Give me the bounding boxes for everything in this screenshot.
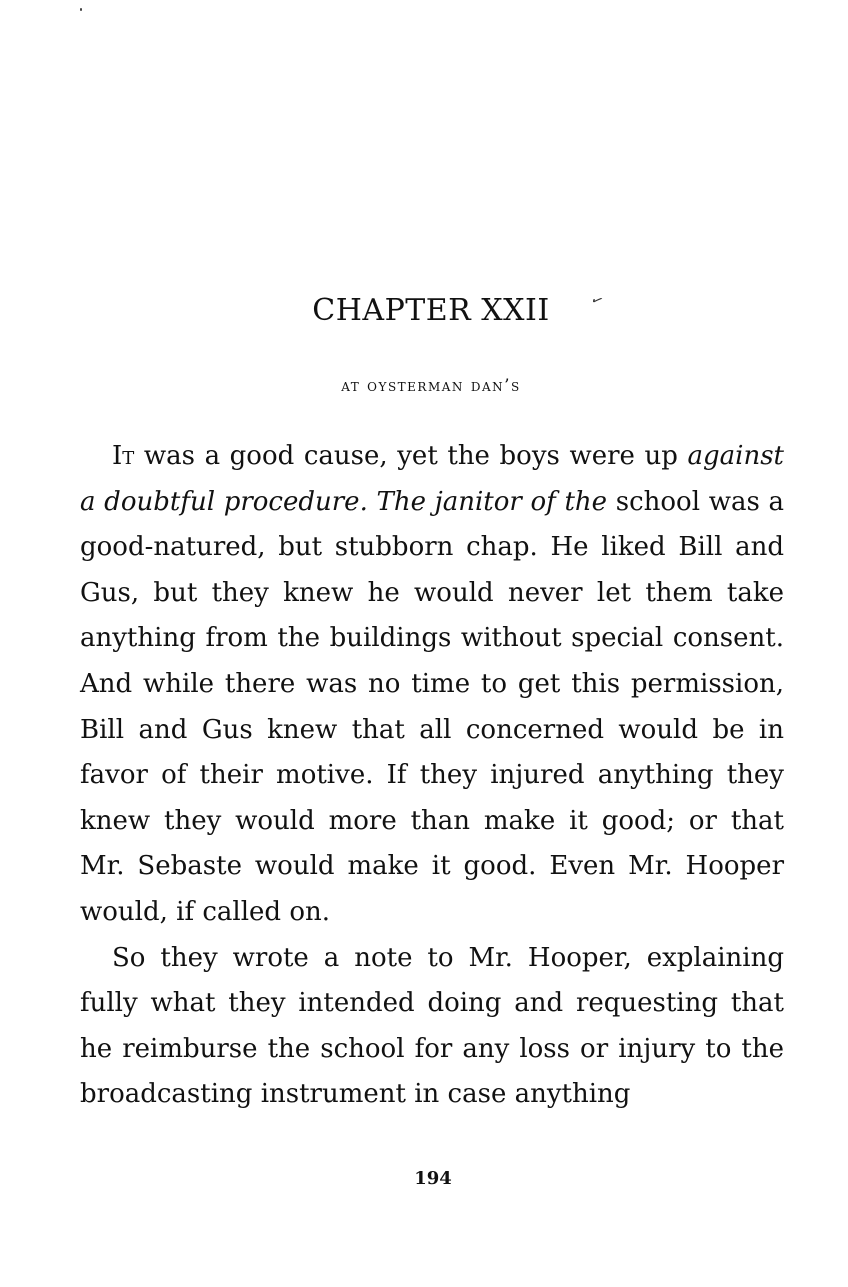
chapter-subtitle: at oysterman dan’s [341,376,521,396]
paragraph-1-text-a: was a good cause, yet the boys were up [134,441,688,471]
paragraph-1-text-b: school was a good-natured, but stubborn chap. He liked Bill and Gus, but they knew he would never let them take anything from the buildings without special consent. And while there was no time to get this permission, Bill and Gus knew that all concerned would be in favor of their motive. If they injured anything they knew they would more than make it good; or that Mr. Sebaste would make it good. Even Mr. Hooper would, if called on. [80,486,784,927]
chapter-title: CHAPTER XXII [312,293,550,328]
paragraph-2: So they wrote a note to Mr. Hooper, explaining fully what they intended doing and requesting that he reimburse the school for any loss or injury to the broadcasting instrument in case anything [80,942,784,1110]
scan-mark: ✓ [587,291,606,311]
page-number: 194 [414,1168,452,1189]
paragraph-1 [80,434,784,936]
body-text [80,434,784,1118]
scan-speck [80,8,82,11]
paragraph-1-italic: against a doubtful procedure. The janitor of the [80,441,784,517]
paragraph-1-first-word: It [112,441,135,471]
